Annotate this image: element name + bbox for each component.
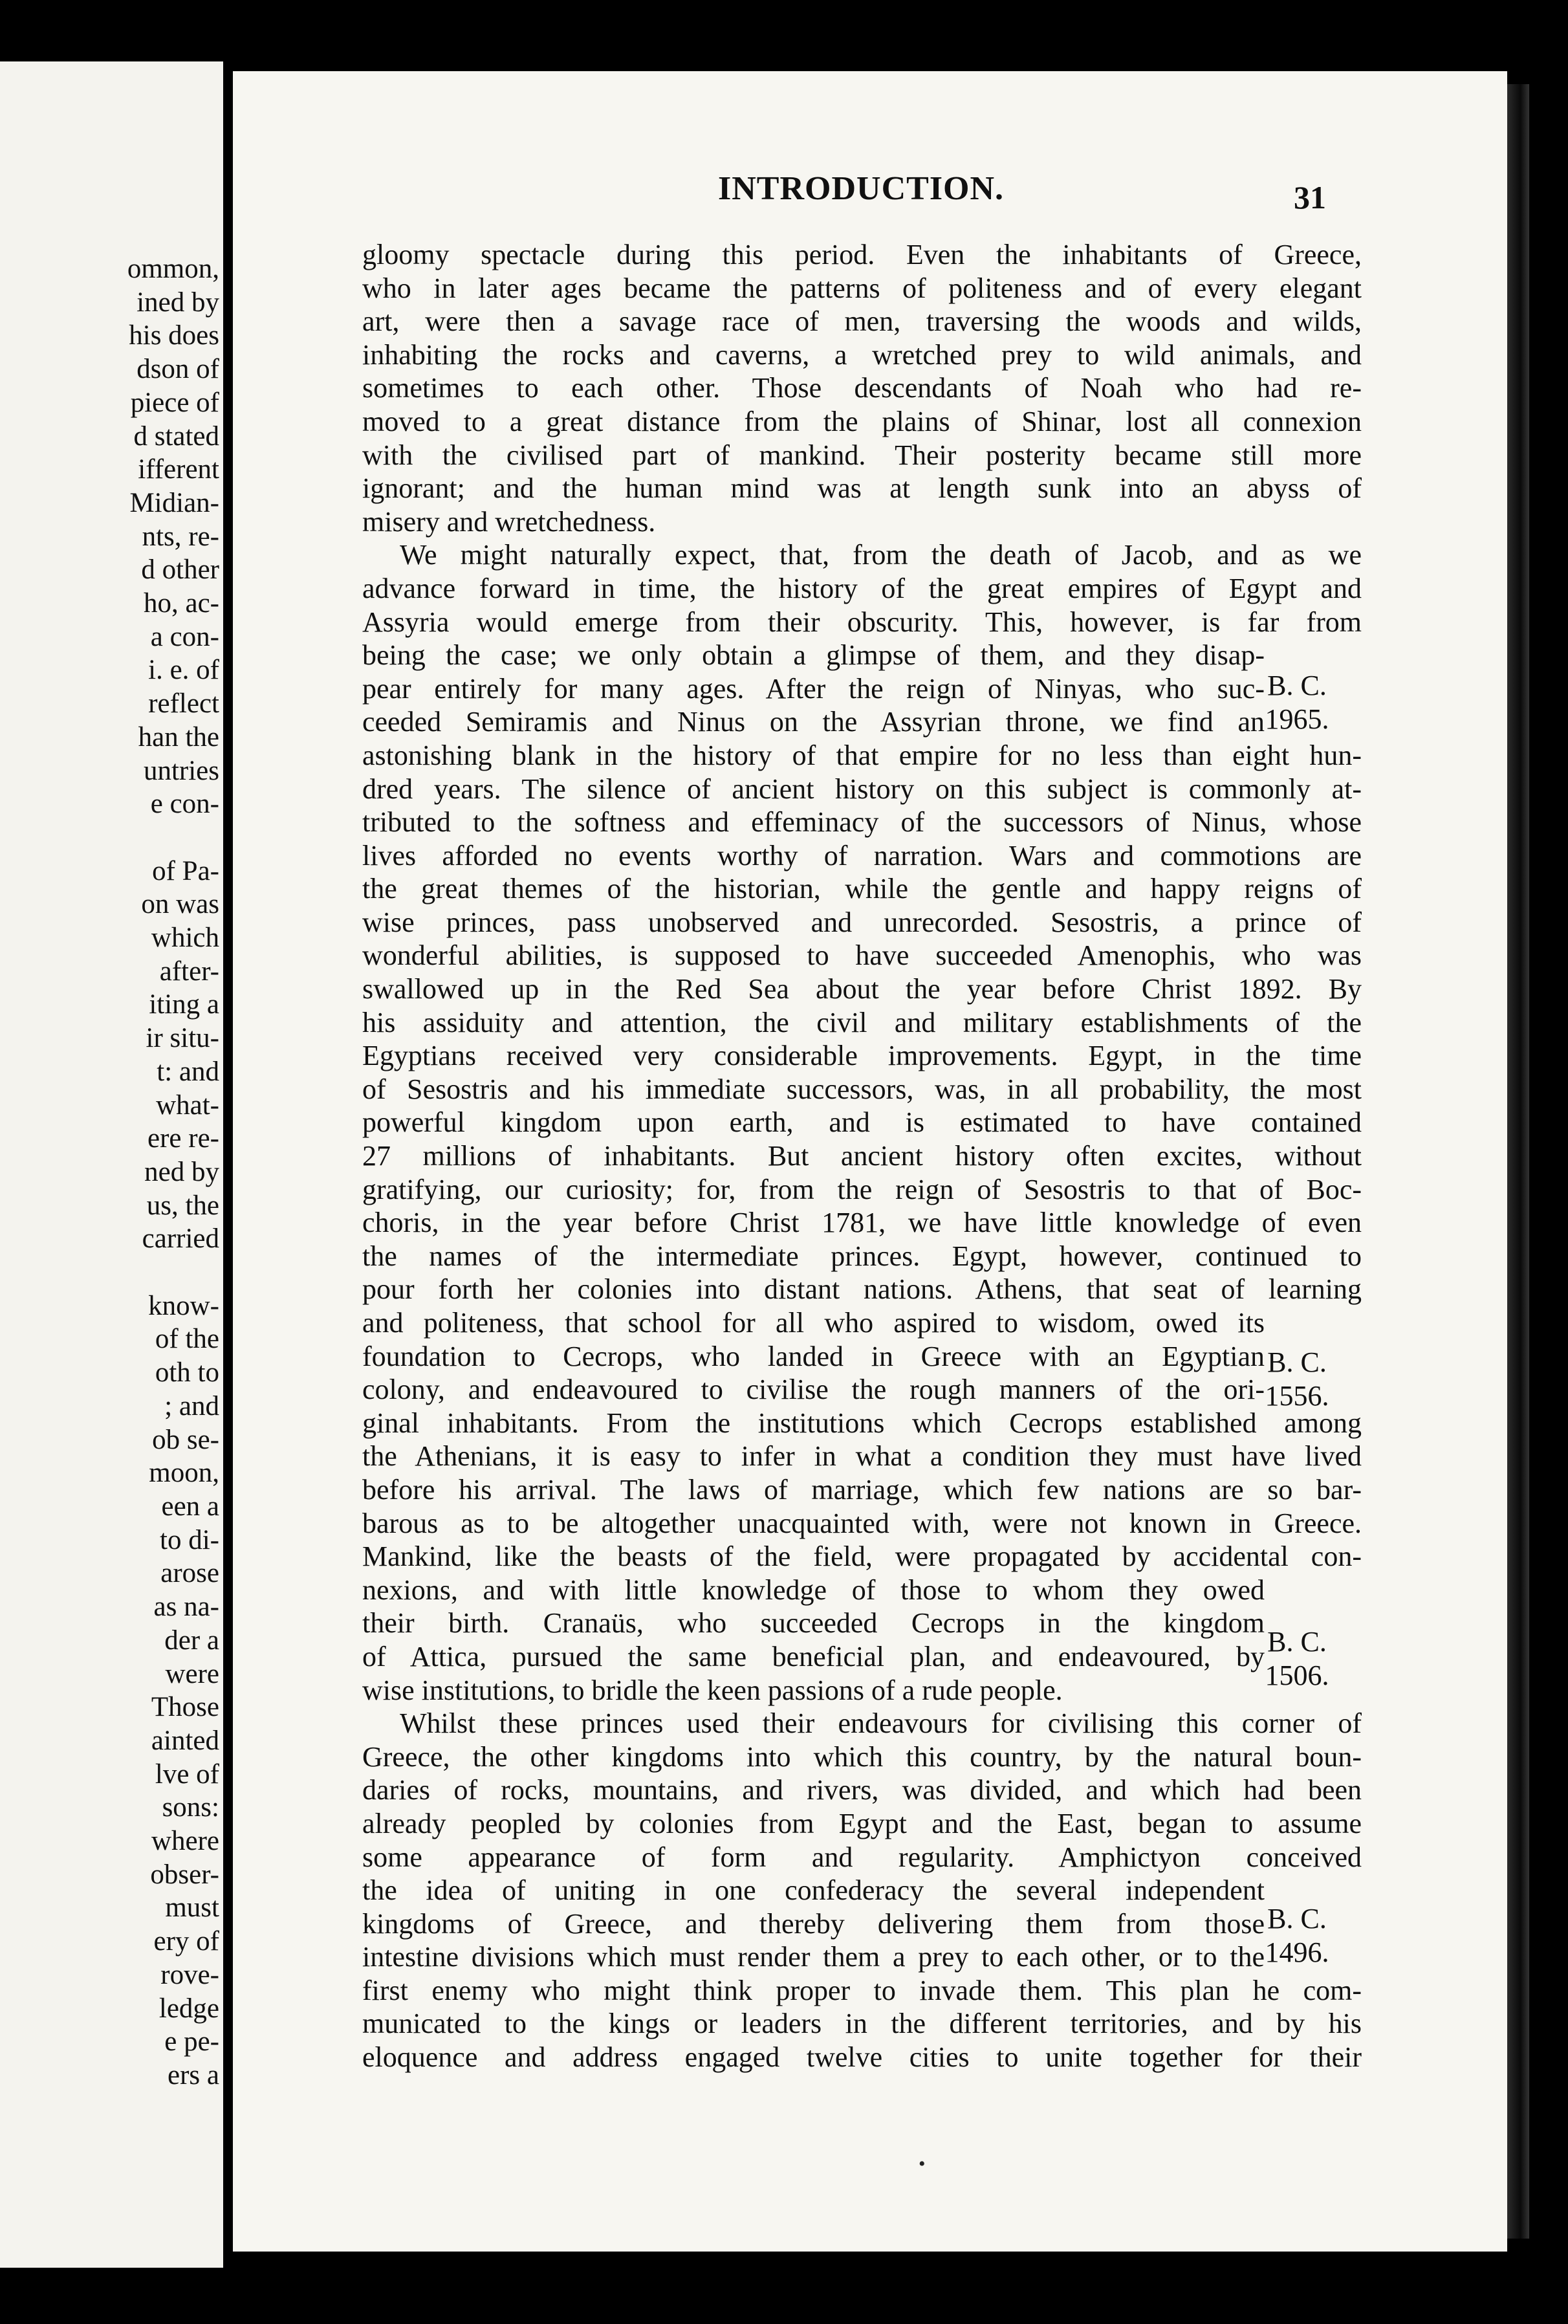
text-line: and politeness, that school for all who aspired to wisdom, owed its xyxy=(362,1307,1265,1339)
text-line: nexions, and with little knowledge of those to whom they owed xyxy=(362,1573,1265,1606)
text-line: municated to the kings or leaders in the different territories, and by his xyxy=(362,2008,1362,2040)
text-line: gloomy spectacle during this period. Even the inhabitants of Greece, xyxy=(362,239,1362,270)
text-line: daries of rocks, mountains, and rivers, was divided, and which had been xyxy=(362,1774,1362,1806)
previous-page-line: ir situ- xyxy=(146,1023,219,1054)
margin-note-date xyxy=(1258,1625,1336,1693)
text-line: choris, in the year before Christ 1781, we have little knowledge of even xyxy=(362,1207,1362,1239)
previous-page-line: moon, xyxy=(149,1458,219,1489)
previous-page-line: ainted xyxy=(151,1725,219,1756)
text-line: before his arrival. The laws of marriage, which few nations are so bar- xyxy=(362,1473,1362,1506)
margin-note-date xyxy=(1258,1902,1336,1969)
text-line: inhabiting the rocks and caverns, a wretched prey to wild animals, and xyxy=(362,338,1362,371)
previous-page-line: ers a xyxy=(168,2059,219,2090)
text-line: dred years. The silence of ancient history on this subject is commonly at- xyxy=(362,773,1362,805)
text-line: We might naturally expect, that, from the death of Jacob, and as we xyxy=(400,539,1362,571)
text-line: wise princes, pass unobserved and unrecorded. Sesostris, a prince of xyxy=(362,906,1362,938)
previous-page-line: d other xyxy=(141,554,219,586)
text-line: their birth. Cranaüs, who succeeded Cecrops in the kingdom xyxy=(362,1607,1265,1639)
running-title: INTRODUCTION. xyxy=(718,170,1005,207)
previous-page-line: which xyxy=(151,923,219,954)
margin-note-era: B. C. xyxy=(1267,670,1327,701)
previous-page-line: e con- xyxy=(150,789,219,820)
previous-page-line: ho, ac- xyxy=(144,588,219,619)
text-line: some appearance of form and regularity. Amphictyon conceived xyxy=(362,1841,1362,1873)
text-line: astonishing blank in the history of that empire for no less than eight hun- xyxy=(362,739,1362,771)
previous-page-line: ; and xyxy=(164,1390,219,1421)
previous-page-line: after- xyxy=(159,956,219,987)
previous-page-line: der a xyxy=(164,1625,219,1656)
margin-note-era: B. C. xyxy=(1267,1626,1327,1658)
previous-page-line: know- xyxy=(148,1290,219,1321)
previous-page-line: as na- xyxy=(153,1592,219,1623)
previous-page-line: ned by xyxy=(144,1156,219,1187)
previous-page-line: untries xyxy=(143,755,219,786)
margin-note-year: 1556. xyxy=(1265,1380,1329,1412)
text-line: ignorant; and the human mind was at length sunk into an abyss of xyxy=(362,472,1362,505)
text-line: Egyptians received very considerable improvements. Egypt, in the time xyxy=(362,1040,1362,1072)
previous-page-line: reflect xyxy=(148,688,219,719)
previous-page-line: ommon, xyxy=(127,254,219,284)
text-line: kingdoms of Greece, and thereby delivering them from those xyxy=(362,1907,1265,1940)
previous-page-line: us, the xyxy=(146,1190,219,1221)
previous-page-line: piece of xyxy=(130,387,219,418)
previous-page-line: to di- xyxy=(160,1524,219,1555)
text-line: pour forth her colonies into distant nations. Athens, that seat of learning xyxy=(362,1273,1362,1306)
text-line: lives afforded no events worthy of narration. Wars and commotions are xyxy=(362,839,1362,872)
previous-page-line: arose xyxy=(160,1558,219,1589)
previous-page-line: sons: xyxy=(162,1792,219,1823)
previous-page-line: where xyxy=(151,1826,219,1857)
previous-page-line: ined by xyxy=(136,287,219,318)
text-line: art, were then a savage race of men, traversing the woods and wilds, xyxy=(362,305,1362,338)
text-line: the great themes of the historian, while the gentle and happy reigns of xyxy=(362,873,1362,905)
previous-page-line: ere re- xyxy=(147,1123,219,1154)
previous-page-line: must xyxy=(165,1892,219,1924)
text-line: wonderful abilities, is supposed to have succeeded Amenophis, who was xyxy=(362,939,1362,972)
previous-page-line: oth to xyxy=(155,1357,219,1388)
previous-page-line: were xyxy=(165,1658,219,1689)
previous-page-lines xyxy=(127,252,219,2092)
text-line: advance forward in time, the history of the great empires of Egypt and xyxy=(362,572,1362,604)
text-line: of Attica, pursued the same beneficial plan, and endeavoured, by xyxy=(362,1640,1265,1672)
previous-page-line: his does xyxy=(129,320,219,351)
previous-page-line: e pe- xyxy=(164,2026,219,2057)
previous-page-line: lve of xyxy=(155,1759,219,1790)
text-line: the idea of uniting in one confederacy the several independent xyxy=(362,1874,1265,1907)
text-line: 27 millions of inhabitants. But ancient history often excites, without xyxy=(362,1140,1362,1172)
previous-page-line: t: and xyxy=(157,1056,219,1087)
text-line: intestine divisions which must render them a prey to each other, or to the xyxy=(362,1941,1265,1973)
previous-page-line: rove- xyxy=(160,1959,219,1990)
previous-page-line: Those xyxy=(151,1692,219,1723)
previous-page-line: nts, re- xyxy=(142,521,219,552)
previous-page-line: ery of xyxy=(153,1926,219,1957)
text-line: the Athenians, it is easy to infer in what a condition they must have lived xyxy=(362,1440,1362,1473)
previous-page-line xyxy=(127,1256,219,1289)
text-line: first enemy who might think proper to invade them. This plan he com- xyxy=(362,1974,1362,2006)
body-text xyxy=(362,238,1362,2074)
previous-page-line: Midian- xyxy=(129,487,219,518)
previous-page-line xyxy=(127,821,219,855)
text-line: ceeded Semiramis and Ninus on the Assyrian throne, we find an xyxy=(362,706,1265,738)
text-line: ginal inhabitants. From the institutions which Cecrops established among xyxy=(362,1407,1362,1439)
text-line: already peopled by colonies from Egypt and the East, began to assume xyxy=(362,1807,1362,1839)
previous-page-line: of the xyxy=(155,1324,219,1355)
page-number: 31 xyxy=(1294,179,1326,215)
text-line: Assyria would emerge from their obscurity. This, however, is far from xyxy=(362,606,1362,638)
previous-page-line: obser- xyxy=(150,1859,219,1890)
ink-speck: • xyxy=(919,2153,926,2175)
text-line: of Sesostris and his immediate successors, was, in all probability, the most xyxy=(362,1073,1362,1105)
previous-page-fragment xyxy=(0,61,223,2268)
text-line: the names of the intermediate princes. Egypt, however, continued to xyxy=(362,1240,1362,1272)
text-line: being the case; we only obtain a glimpse of them, and they disap- xyxy=(362,639,1265,672)
text-line: foundation to Cecrops, who landed in Greece with an Egyptian xyxy=(362,1340,1265,1372)
text-line: sometimes to each other. Those descendants of Noah who had re- xyxy=(362,372,1362,404)
text-line: eloquence and address engaged twelve cities to unite together for their xyxy=(362,2041,1362,2074)
previous-page-line: a con- xyxy=(150,621,219,652)
text-line: his assiduity and attention, the civil and military establishments of the xyxy=(362,1006,1362,1038)
previous-page-line: i. e. of xyxy=(148,655,219,686)
previous-page-line: dson of xyxy=(136,354,219,385)
previous-page-line: what- xyxy=(156,1090,219,1121)
text-line: with the civilised part of mankind. Their posterity became still more xyxy=(362,439,1362,471)
text-line: misery and wretchedness. xyxy=(362,505,656,538)
margin-note-era: B. C. xyxy=(1267,1346,1327,1378)
text-line: Greece, the other kingdoms into which this country, by the natural boun- xyxy=(362,1740,1362,1773)
margin-note-era: B. C. xyxy=(1267,1903,1327,1935)
previous-page-line: of Pa- xyxy=(152,855,219,886)
previous-page-line: ledge xyxy=(158,1993,219,2024)
margin-note-year: 1496. xyxy=(1265,1936,1329,1968)
previous-page-line: carried xyxy=(142,1223,219,1255)
previous-page-line: een a xyxy=(161,1491,219,1522)
page-edge xyxy=(1507,84,1529,2239)
text-line: Mankind, like the beasts of the field, were propagated by accidental con- xyxy=(362,1540,1362,1573)
text-line: who in later ages became the patterns of politeness and of every elegant xyxy=(362,272,1362,304)
previous-page-line: d stated xyxy=(133,421,219,452)
previous-page-line: ob se- xyxy=(152,1424,219,1455)
text-line: barous as to be altogether unacquainted with, were not known in Greece. xyxy=(362,1507,1362,1539)
text-line: powerful kingdom upon earth, and is estimated to have contained xyxy=(362,1106,1362,1139)
previous-page-line: ifferent xyxy=(138,454,219,485)
text-line: wise institutions, to bridle the keen passions of a rude people. xyxy=(362,1674,1063,1706)
margin-note-year: 1965. xyxy=(1265,703,1329,735)
margin-note-date xyxy=(1258,669,1336,736)
previous-page-line: on was xyxy=(141,889,219,920)
text-line: pear entirely for many ages. After the reign of Ninyas, who suc- xyxy=(362,672,1265,705)
previous-page-line: iting a xyxy=(149,989,219,1020)
text-line: moved to a great distance from the plains of Shinar, lost all connexion xyxy=(362,405,1362,437)
margin-note-date xyxy=(1258,1346,1336,1413)
text-line: swallowed up in the Red Sea about the year before Christ 1892. By xyxy=(362,973,1362,1005)
text-line: Whilst these princes used their endeavours for civilising this corner of xyxy=(400,1707,1362,1740)
margin-note-year: 1506. xyxy=(1265,1660,1329,1691)
previous-page-line: han the xyxy=(138,721,219,752)
text-line: gratifying, our curiosity; for, from the reign of Sesostris to that of Boc- xyxy=(362,1173,1362,1205)
text-line: colony, and endeavoured to civilise the rough manners of the ori- xyxy=(362,1374,1265,1406)
text-line: tributed to the softness and effeminacy of the successors of Ninus, whose xyxy=(362,806,1362,839)
